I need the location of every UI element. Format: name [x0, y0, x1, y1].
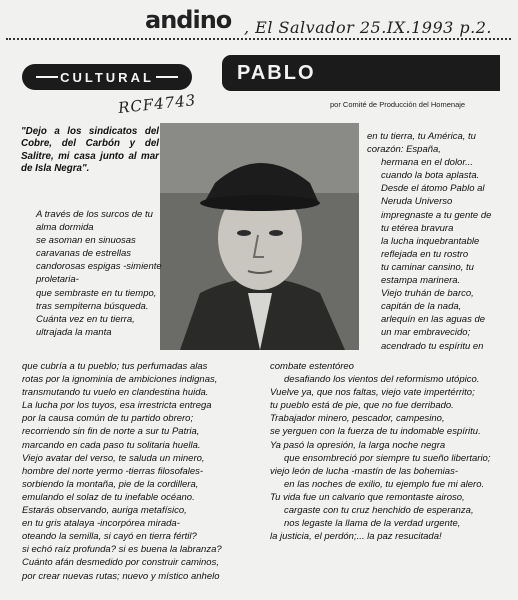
- bottom-left-text: [22, 360, 262, 583]
- bottom-right-line: Vuelve ya, que nos faltas, viejo vate impertérrito;: [270, 387, 475, 399]
- bottom-left-line: marcando en cada paso tu solitaria huella.: [22, 439, 201, 451]
- right-line: acendrado tu espíritu en: [381, 340, 484, 352]
- section-badge: [22, 64, 192, 90]
- portrait-illustration: [160, 123, 359, 350]
- section-badge-label: CULTURAL: [60, 69, 154, 85]
- bottom-right-line: en las noches de exilio, tu ejemplo fue mi alero.: [284, 478, 485, 490]
- left-line: Cuánta vez en tu tierra, ultrajada la manta: [36, 313, 135, 338]
- left-line: candorosas espigas -simiente proletaria-: [36, 261, 162, 286]
- bottom-left-line: en tu gris atalaya -incorpórea mirada-: [22, 518, 180, 530]
- bottom-left-line: La lucha por los tuyos, esa irrestricta entrega: [22, 400, 212, 412]
- bottom-right-line: tu pueblo está de pie, que no fue derribado.: [270, 400, 454, 412]
- bottom-right-line: Trabajador minero, pescador, campesino,: [270, 413, 445, 425]
- article-epigraph: "Dejo a los sindicatos del Cobre, del Carbón y del Salitre, mi casa junto al mar de Isla Negra".: [21, 126, 159, 175]
- bottom-right-line: Ya pasó la opresión, la larga noche negra: [270, 439, 446, 451]
- bottom-left-line: por la causa común de tu partido obrero;: [22, 413, 194, 425]
- bottom-right-line: viejo león de lucha -mastín de las bohemias-: [270, 465, 458, 477]
- bottom-left-line: oteando la semilla, si cayó en tierra fértil?: [22, 531, 197, 543]
- left-line: que sembraste en tu tiempo, tras sempiterna búsqueda.: [36, 287, 157, 312]
- bottom-right-line: combate estentóreo: [270, 361, 354, 372]
- bottom-left-line: sorbiendo la montaña, pie de la cordillera,: [22, 478, 199, 490]
- bottom-right-line: Tu vida fue un calvario que remontaste airoso,: [270, 491, 465, 503]
- bottom-right-line: nos legaste la llama de la verdad urgente,: [284, 518, 461, 530]
- newspaper-logo: andino: [145, 6, 232, 34]
- bottom-right-line: se yerguen con la fuerza de tu indomable espíritu.: [270, 426, 481, 438]
- left-line: A través de los surcos de tu alma dormida: [36, 209, 153, 234]
- bottom-left-line: rotas por la ignominia de ambiciones indignas,: [22, 374, 218, 386]
- bottom-right-line: cargaste con tu cruz henchido de esperanza,: [284, 505, 474, 517]
- bottom-left-line: Estarás observando, auriga metafísico,: [22, 505, 187, 517]
- right-line: Desde el átomo Pablo al Neruda Universo: [381, 183, 485, 208]
- bottom-right-line: que ensombreció por siempre tu sueño libertario;: [284, 452, 491, 464]
- right-line: la lucha inquebrantable reflejada en tu rostro: [381, 235, 480, 260]
- right-line: impregnaste a tu gente de tu etérea bravura: [381, 209, 492, 234]
- bottom-right-text: [270, 360, 495, 543]
- bottom-left-line: Viejo avatar del verso, te saluda un minero,: [22, 452, 205, 464]
- bottom-left-line: recorriendo sin fin de norte a sur tu Patria,: [22, 426, 200, 438]
- right-line: en tu tierra, tu América, tu corazón: España,: [367, 131, 476, 156]
- right-column-text: [367, 130, 495, 353]
- left-line: se asoman en sinuosas caravanas de estrellas: [36, 235, 136, 260]
- bottom-left-line: Cuánto afán desmedido por construir caminos,: [22, 557, 219, 569]
- bottom-left-line: por crear nuevas rutas; nuevo y místico anhelo: [22, 570, 220, 582]
- right-line: tu caminar cansino, tu estampa marinera.: [381, 261, 474, 287]
- bottom-left-line: transmutando tu vuelo en clandestina huida.: [22, 387, 209, 399]
- article-title: PABLO: [237, 62, 316, 84]
- bottom-right-line: desafiando los vientos del reformismo utópico.: [284, 374, 480, 386]
- bottom-left-line: si echó raíz profunda? si es buena la labranza?: [22, 544, 222, 556]
- right-line: hermana en el dolor... cuando la bota aplasta.: [381, 157, 480, 182]
- bottom-left-line: que cubría a tu pueblo; tus perfumadas alas: [22, 361, 208, 372]
- right-line: Viejo truhán de barco, capitán de la nada,: [381, 288, 474, 313]
- article-byline: por Comité de Producción del Homenaje: [330, 100, 466, 109]
- portrait-photo: [160, 123, 359, 350]
- bottom-right-line: la justicia, el perdón;... la paz resucitada!: [270, 531, 442, 543]
- bottom-left-line: emulando el solaz de tu inefable océano.: [22, 491, 195, 503]
- left-column-text: [22, 208, 162, 339]
- handwritten-reference-id: RCF4743: [117, 90, 198, 118]
- bottom-left-line: hombre del norte yermo -tierras filosofales-: [22, 465, 204, 477]
- dotted-divider: [6, 38, 511, 40]
- right-line: arlequín en las aguas de un mar embravecido;: [381, 314, 486, 339]
- handwritten-date-note: , El Salvador 25.IX.1993 p.2.: [244, 18, 492, 37]
